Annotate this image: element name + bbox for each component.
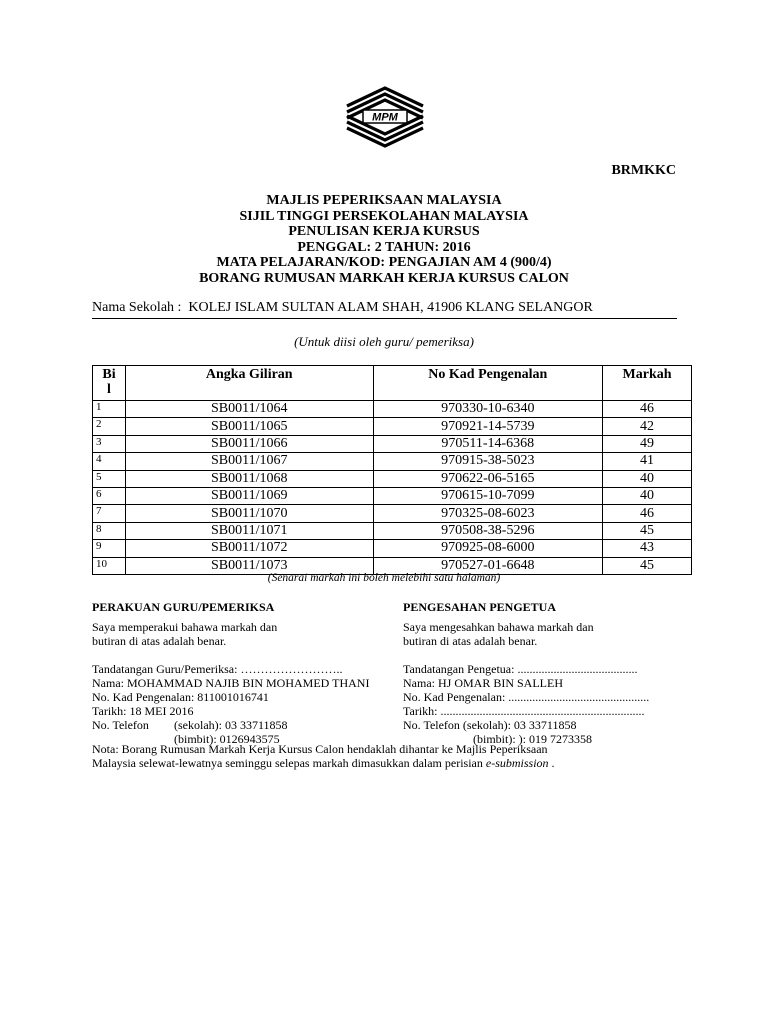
footnote-text: Malaysia selewat-lewatnya seminggu selepas markah dimasukkan dalam perisian [92,756,486,770]
title-line: MAJLIS PEPERIKSAAN MALAYSIA [266,193,502,208]
teacher-phone-label: No. Telefon [92,718,149,732]
cell-angka-giliran: SB0011/1064 [125,401,373,418]
cell-bil: 1 [93,401,126,418]
cell-no-kad-pengenalan: 970511-14-6368 [373,435,603,452]
cell-markah: 46 [603,401,692,418]
teacher-phone-school [92,718,397,732]
title-line: SIJIL TINGGI PERSEKOLAHAN MALAYSIA [239,208,529,224]
school-name-line [92,300,593,316]
table-row [93,487,692,504]
teacher-heading: PERAKUAN GURU/PEMERIKSA [92,600,275,614]
cell-markah: 45 [603,522,692,539]
table-row [93,453,692,470]
teacher-phone-mobile-value: (bimbit): 0126943575 [174,732,280,746]
cell-no-kad-pengenalan: 970508-38-5296 [373,522,603,539]
principal-phone-mobile: (bimbit): ): 019 7273358 [473,732,592,746]
teacher-date: Tarikh: 18 MEI 2016 [92,704,194,718]
title-line: PENULISAN KERJA KURSUS [288,224,480,240]
cell-markah: 41 [603,453,692,470]
cell-markah: 45 [603,557,692,574]
cell-angka-giliran: SB0011/1072 [125,540,373,557]
cell-bil: 4 [93,453,126,470]
teacher-signature: Tandatangan Guru/Pemeriksa: …………………….. [92,662,343,676]
principal-signature: Tandatangan Pengetua: ........................................ [403,662,638,676]
teacher-ic: No. Kad Pengenalan: 811001016741 [92,690,269,704]
cell-angka-giliran: SB0011/1067 [125,453,373,470]
cell-angka-giliran: SB0011/1066 [125,435,373,452]
cell-angka-giliran: SB0011/1069 [125,487,373,504]
school-underline [92,318,677,319]
table-row [93,540,692,557]
principal-heading: PENGESAHAN PENGETUA [403,600,557,614]
cell-markah: 40 [603,470,692,487]
cell-no-kad-pengenalan: 970622-06-5165 [373,470,603,487]
cell-no-kad-pengenalan: 970615-10-7099 [373,487,603,504]
table-note: (Senarai markah ini boleh melebihi satu halaman) [267,572,501,584]
cell-bil: 10 [93,557,126,574]
table-row [93,522,692,539]
cell-angka-giliran: SB0011/1070 [125,505,373,522]
logo-text: MPM [372,111,398,124]
cell-bil: 6 [93,487,126,504]
school-value: KOLEJ ISLAM SULTAN ALAM SHAH, 41906 KLANG SELANGOR [188,300,593,315]
footnote-line: Nota: Borang Rumusan Markah Kerja Kursus Calon hendaklah dihantar ke Majlis Peperiksaan [92,742,548,756]
cell-bil: 9 [93,540,126,557]
marks-table [92,365,692,575]
document-title-block [0,193,768,287]
footnote-end: . [548,756,555,770]
teacher-declaration [92,600,397,746]
teacher-name: Nama: MOHAMMAD NAJIB BIN MOHAMED THANI [92,676,370,690]
table-header-row [93,366,692,401]
cell-no-kad-pengenalan: 970330-10-6340 [373,401,603,418]
school-label: Nama Sekolah : [92,300,182,315]
principal-ic: No. Kad Pengenalan: ............................................... [403,690,650,704]
cell-no-kad-pengenalan: 970527-01-6648 [373,557,603,574]
document-code: BRMKKC [611,163,676,178]
cell-no-kad-pengenalan: 970915-38-5023 [373,453,603,470]
table-row [93,470,692,487]
cell-bil: 5 [93,470,126,487]
cell-markah: 40 [603,487,692,504]
fill-instruction: (Untuk diisi oleh guru/ pemeriksa) [294,334,474,349]
table-row [93,401,692,418]
title-line: PENGGAL: 2 TAHUN: 2016 [297,239,471,255]
cell-markah: 49 [603,435,692,452]
teacher-statement: Saya memperakui bahawa markah dan [92,620,278,634]
teacher-statement: butiran di atas adalah benar. [92,634,227,648]
cell-no-kad-pengenalan: 970925-08-6000 [373,540,603,557]
title-line: BORANG RUMUSAN MARKAH KERJA KURSUS CALON [199,270,569,286]
footnote [92,742,692,770]
cell-angka-giliran: SB0011/1068 [125,470,373,487]
title-line: MATA PELAJARAN/KOD: PENGAJIAN AM 4 (900/4) [216,255,552,271]
principal-statement: butiran di atas adalah benar. [403,634,538,648]
principal-phone-school: No. Telefon (sekolah): 03 33711858 [403,718,577,732]
cell-markah: 42 [603,418,692,435]
header-angka-giliran: Angka Giliran [125,366,373,401]
principal-statement: Saya mengesahkan bahawa markah dan [403,620,594,634]
mpm-logo [345,84,425,150]
table-row [93,418,692,435]
cell-angka-giliran: SB0011/1065 [125,418,373,435]
cell-bil: 2 [93,418,126,435]
header-bil: Bi l [93,366,126,401]
principal-name: Nama: HJ OMAR BIN SALLEH [403,676,563,690]
cell-angka-giliran: SB0011/1073 [125,557,373,574]
principal-date: Tarikh: .................................................................... [403,704,645,718]
table-row [93,505,692,522]
teacher-phone-school-value: (sekolah): 03 33711858 [174,718,288,732]
cell-bil: 3 [93,435,126,452]
footnote-line-2 [92,756,692,770]
cell-no-kad-pengenalan: 970325-08-6023 [373,505,603,522]
cell-bil: 7 [93,505,126,522]
cell-markah: 46 [603,505,692,522]
cell-markah: 43 [603,540,692,557]
cell-angka-giliran: SB0011/1071 [125,522,373,539]
principal-verification [403,600,693,746]
table-row [93,435,692,452]
footnote-emphasis: e-submission [485,756,549,770]
header-no-kad-pengenalan: No Kad Pengenalan [373,366,603,401]
header-markah: Markah [603,366,692,401]
cell-bil: 8 [93,522,126,539]
cell-no-kad-pengenalan: 970921-14-5739 [373,418,603,435]
